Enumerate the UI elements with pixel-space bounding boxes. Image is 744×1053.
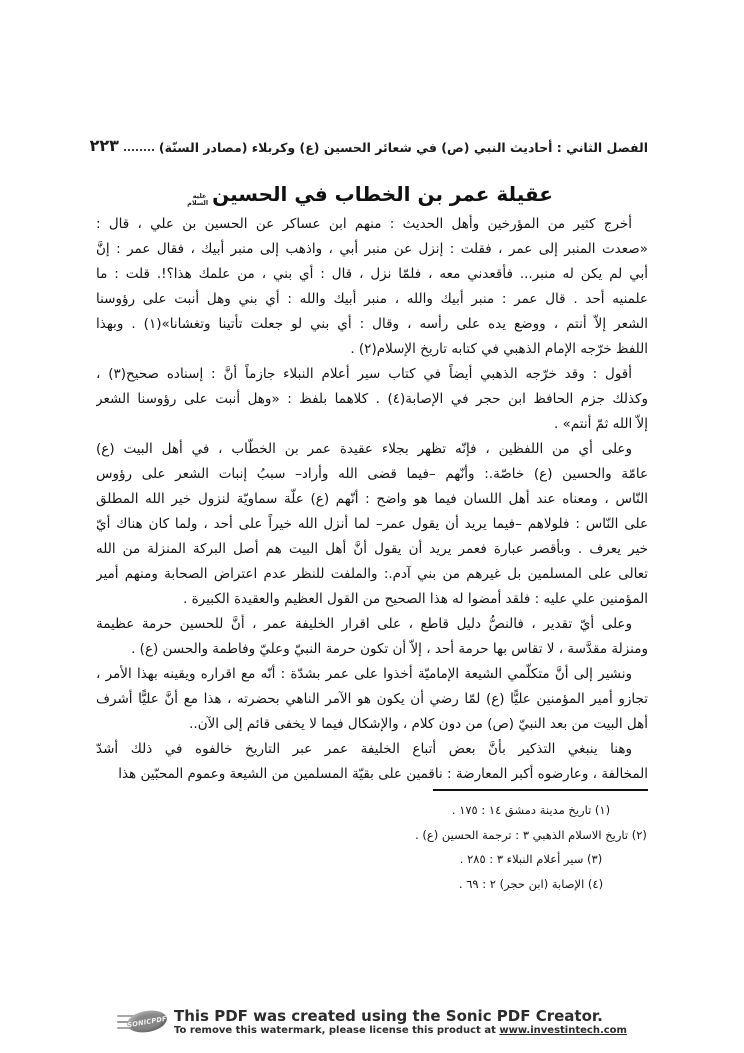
body-line: خير يعرف . وبأقصر عبارة فعمر يريد أن يقول أنَّ أهل البيت هم أصل البركة المنزلة من الله: [96, 541, 648, 557]
watermark-line1: This PDF was created using the Sonic PDF Creator.: [174, 1007, 603, 1025]
body-line: النّاس ، ومعناه عند أهل اللسان فيما هو واضح : أنّهم (ع) علّة سماويّة لنزول خير الله المطلق: [96, 491, 648, 507]
body-line: أهل البيت من بعد النبيّ (ص) من دون كلام ، والإشكال فيما لا يخفى قائم إلى الآن..: [189, 716, 648, 732]
chapter-title: الفصل الثاني : أحاديث النبي (ص) في شعائر الحسين (ع) وكربلاء (مصادر السنّة): [158, 140, 648, 155]
watermark-line2: [174, 1025, 627, 1037]
body-line: وهنا ينبغي التذكير بأنَّ بعض أتباع الخليفة عمر عبر التاريخ خالفوه في ذلك أشدّ: [96, 741, 632, 757]
footnote-item: (١) تاريخ مدينة دمشق ١٤ : ١٧٥ .: [451, 803, 611, 817]
honorific-mark: عليه السلام: [187, 191, 209, 208]
body-line: اللفظ خرّجه الإمام الذهبي في كتابه تاريخ الإسلام(٢) .: [350, 341, 648, 357]
body-line: المؤمنين علي عليه : فلقد أمضوا له هذا الصحيح من القول العظيم والعقيدة الكبيرة .: [183, 591, 648, 607]
sonicpdf-logo-icon: [117, 1008, 167, 1036]
footnote-separator: [433, 789, 648, 791]
body-line: المخالفة ، وعارضوه أكبر المعارضة : ناقمين على بقيّة المسلمين من الشيعة وعموم المحبّين هذا: [118, 766, 648, 782]
footnote-item: (٤) الإصابة (ابن حجر) ٢ : ٦٩ .: [458, 876, 604, 891]
investintech-link[interactable]: www.investintech.com: [499, 1025, 627, 1037]
page-number: ٢٢٣: [89, 136, 119, 155]
body-line: تعالى على المسلمين بل غيرهم من بني آدم.: والملفت للنظر عدم اعتراض الصحابة ومنهم أمير: [96, 566, 648, 582]
footnote-item: (٢) تاريخ الاسلام الذهبي ٣ : ترجمة الحسين (ع) .: [415, 827, 647, 842]
watermark-banner: [0, 1008, 744, 1037]
body-line: على النّاس : فلولاهم –فيما يريد أن يقول عمر– لما أنزل الله خيراً على أحد ، ولما كان هناك أيّ: [96, 516, 648, 532]
running-header: [89, 136, 648, 155]
body-line: علمنيه أحد . قال عمر : منبر أبيك والله ، منبر أبيك والله : أي بني وهل أنبت على رؤوسنا: [96, 291, 648, 307]
body-line: ونشير إلى أنَّ متكلّمي الشيعة الإماميّة أخذوا على عمر بشدّة : أنّه مع اقراره ويقينه بهذا الأمر ،: [96, 666, 632, 682]
body-line: وعلى أيّ تقدير ، فالنصُّ دليل قاطع ، على اقرار الخليفة عمر ، أنَّ للحسين حرمة عظيمة: [96, 616, 632, 632]
dotted-leader: [124, 149, 154, 151]
body-line: أقول : وقد خرّجه الذهبي أيضاً في كتاب سير أعلام النبلاء جازماً أنَّ : إسناده صحيح(٣) ،: [96, 366, 632, 382]
body-line: تجازو أمير المؤمنين عليًّا (ع) لمّا رضي أن يكون هو الآمر الناهي بحضرته ، هذا مع أنَّ عليًّا أشرف: [96, 691, 648, 707]
watermark-line2-prefix: To remove this watermark, please license this product at: [174, 1025, 500, 1037]
footnote-item: (٣) سير أعلام النبلاء ٣ : ٢٨٥ .: [459, 852, 603, 866]
body-line: ومنزلة مقدَّسة ، لا تقاس بها حرمة أحد ، إلاّ أن تكون حرمة النبيّ وعليّ وفاطمة والحسن (ع) .: [131, 641, 648, 657]
watermark-text: [174, 1008, 627, 1037]
body-text: [96, 212, 648, 787]
body-line: وكذلك جزم الحافظ ابن حجر في الإصابة(٤) . كلاهما بلفظ : «وهل أنبت على رؤوسنا الشعر: [96, 391, 648, 407]
section-title: [0, 182, 744, 207]
body-line: وعلى أي من اللفظين ، فإنّه تظهر بجلاء عقيدة عمر بن الخطّاب ، في أهل البيت (ع): [96, 441, 632, 457]
sonicpdf-logo-text: SONICPDF: [125, 1008, 168, 1036]
section-title-text: عقيلة عمر بن الخطاب في الحسين: [212, 182, 553, 207]
body-line: إلاّ الله ثمّ أنتم» .: [553, 416, 648, 432]
footnotes: [398, 798, 664, 896]
body-line: أبي لم يكن له منبر... فأقعدني معه ، فلمّا نزل ، قال : أي بني ، من علمك هذا؟!. قلت : ما: [96, 266, 648, 282]
body-line: الشعر إلاّ أنتم ، ووضع يده على رأسه ، وقال : أي بني لو جعلت تأتينا وتغشانا»(١) . وبهذا: [96, 316, 648, 332]
body-line: عامّة والحسين (ع) خاصّة.: وأنّهم –فيما قضى الله وأراد– سببُ إنبات الشعر على رؤوس: [96, 466, 648, 482]
body-line: «صعدت المنبر إلى عمر ، فقلت : إنزل عن منبر أبي ، واذهب إلى منبر أبيك ، فقال عمر : إنَّ: [96, 241, 648, 257]
body-line: أخرج كثير من المؤرخين وأهل الحديث : منهم ابن عساكر عن الحسين بن علي ، قال :: [96, 216, 632, 232]
